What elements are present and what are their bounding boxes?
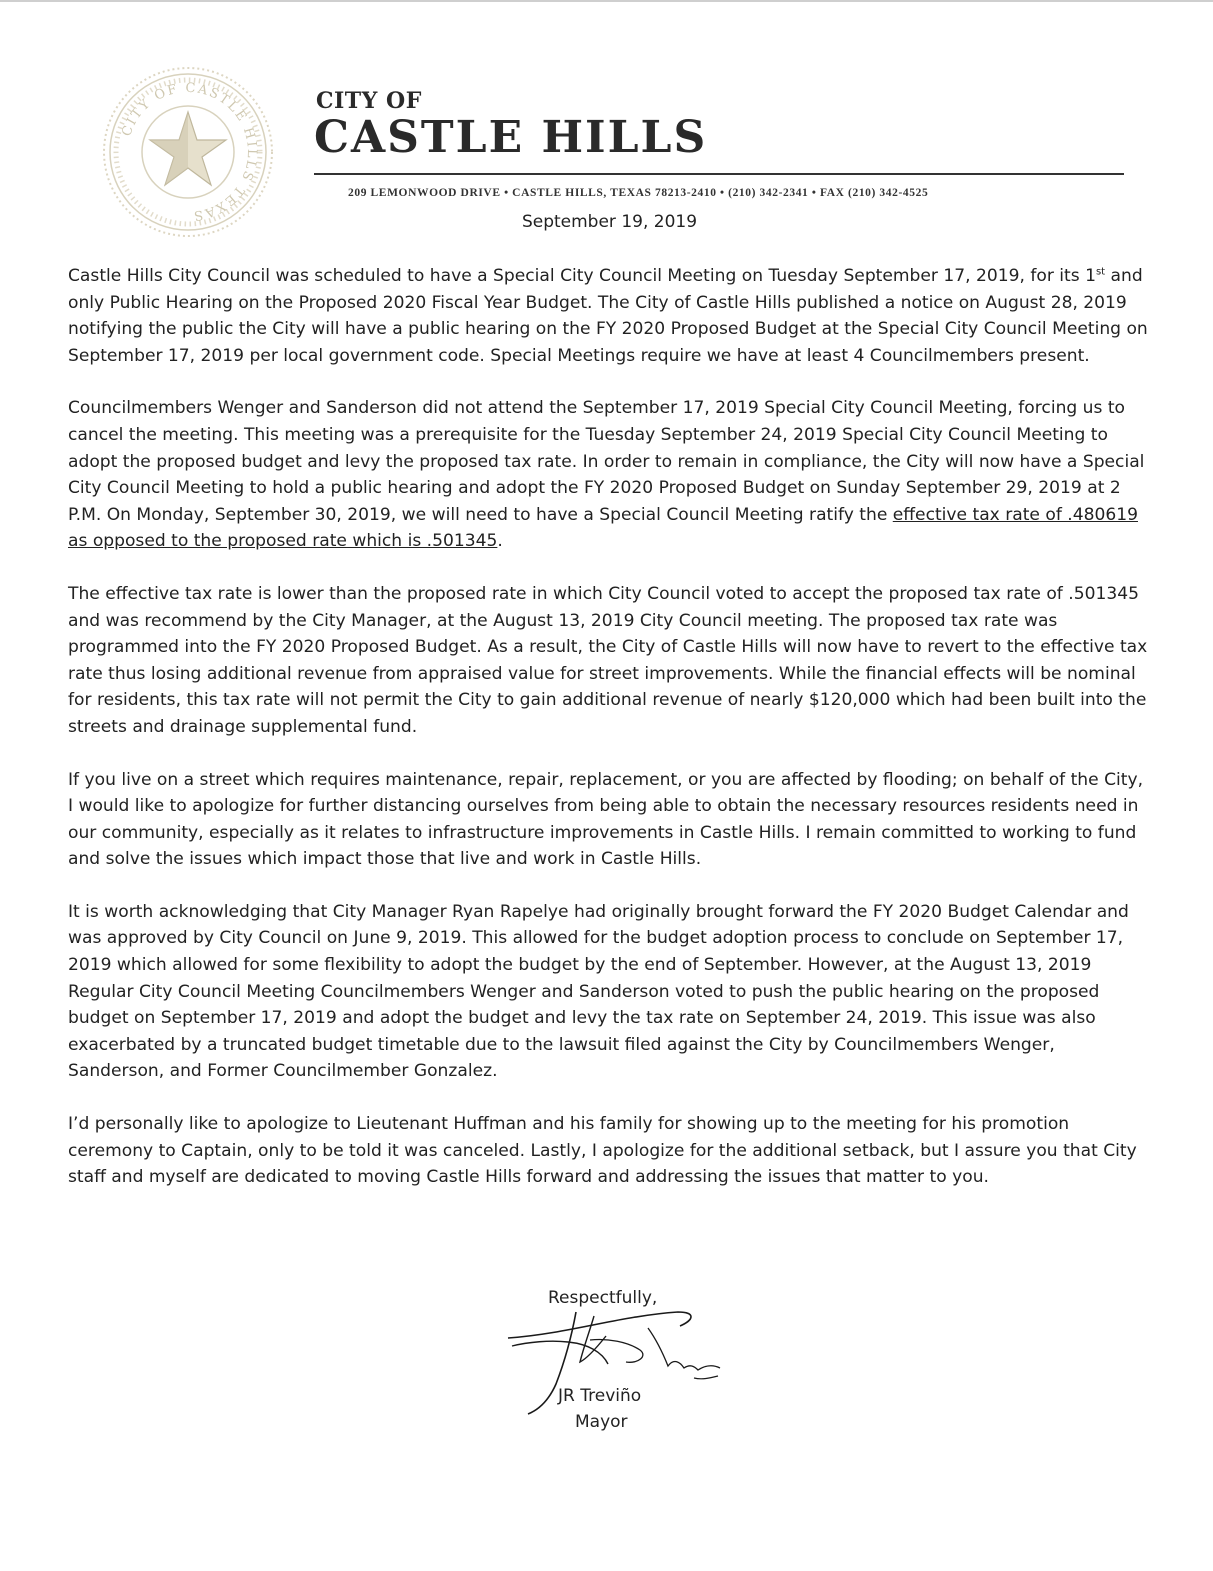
paragraph-1 [68,263,1148,369]
letterhead-divider [314,173,1124,175]
paragraph-1-superscript: st [1095,266,1106,278]
letterhead-city-name: CASTLE HILLS [314,112,708,163]
paragraph-4: If you live on a street which requires maintenance, repair, replacement, or you are affected by flooding; on behalf of the City, I would like to apologize for further distancing ourselves from being able to obtain the necessary resources residents need in our community, especially as it relates to infrastructure improvements in Castle Hills. I remain committed to working to fund and solve the issues which impact those that live and work in Castle Hills. [68,769,1144,870]
signer-name: JR Treviño [558,1386,642,1406]
closing-salutation: Respectfully, [548,1288,658,1308]
letter-body [68,263,1148,1217]
paragraph-3: The effective tax rate is lower than the proposed rate in which City Council voted to accept the proposed tax rate of .501345 and was recommend by the City Manager, at the August 13, 2019 City Council meeting. The proposed tax rate was programmed into the FY 2020 Proposed Budget. As a result, the City of Castle Hills will now have to revert to the effective tax rate thus losing additional revenue from appraised value for street improvements. While the financial effects will be nominal for residents, this tax rate will not permit the City to gain additional revenue of nearly $120,000 which had been built into the streets and drainage supplemental fund. [68,583,1148,737]
paragraph-2-text: Councilmembers Wenger and Sanderson did not attend the September 17, 2019 Special City Council Meeting, forcing us to cancel the meeting. This meeting was a prerequisite for the Tuesday September 24, 2019 Special City Council Meeting to adopt the proposed budget and levy the proposed tax rate. In order to remain in compliance, the City will now have a Special City Council Meeting to hold a public hearing and adopt the FY 2020 Proposed Budget on Sunday September 29, 2019 at 2 P.M. On Monday, September 30, 2019, we will need to have a Special Council Meeting ratify the [68,398,1145,525]
signer-title: Mayor [575,1412,628,1432]
paragraph-5: It is worth acknowledging that City Manager Ryan Rapelye had originally brought forward the FY 2020 Budget Calendar and was approved by City Council on June 9, 2019. This allowed for the budget adoption process to conclude on September 17, 2019 which allowed for some flexibility to adopt the budget by the end of September. However, at the August 13, 2019 Regular City Council Meeting Councilmembers Wenger and Sanderson voted to push the public hearing on the proposed budget on September 17, 2019 and adopt the budget and levy the tax rate on September 24, 2019. This issue was also exacerbated by a truncated budget timetable due to the lawsuit filed against the City by Councilmembers Wenger, Sanderson, and Former Councilmember Gonzalez. [68,901,1129,1082]
paragraph-6: I’d personally like to apologize to Lieutenant Huffman and his family for showing up to the meeting for his promotion ceremony to Captain, only to be told it was canceled. Lastly, I apologize for the additional setback, but I assure you that City staff and myself are dedicated to moving Castle Hills forward and addressing the issues that matter to you. [68,1114,1137,1188]
paragraph-1-text: Castle Hills City Council was scheduled to have a Special City Council Meeting on Tuesday September 17, 2019, for its 1 [68,266,1096,286]
scan-edge-line [0,0,1213,2]
paragraph-2 [68,395,1148,555]
paragraph-2-end: . [497,531,503,552]
letter-date: September 19, 2019 [521,212,698,232]
paragraph-2-underlined-rate: effective tax rate of .480619 as opposed to the proposed rate which is .501345 [68,504,1138,552]
svg-text:CITY OF CASTLE HILLS TEXAS: CITY OF CASTLE HILLS TEXAS [119,80,260,224]
letterhead-address: 209 LEMONWOOD DRIVE • CASTLE HILLS, TEXAS 78213-2410 • (210) 342-2341 • FAX (210) 342-4525 [348,187,929,199]
letterhead-city-of: CITY OF [316,88,422,114]
paragraph-1-text-cont: and only Public Hearing on the Proposed 2020 Fiscal Year Budget. The City of Castle Hills published a notice on August 28, 2019 notifying the public the City will have a public hearing on the FY 2020 Proposed Budget at the Special City Council Meeting on September 17, 2019 per local government code. Special Meetings require we have at least 4 Councilmembers present. [68,266,1148,366]
